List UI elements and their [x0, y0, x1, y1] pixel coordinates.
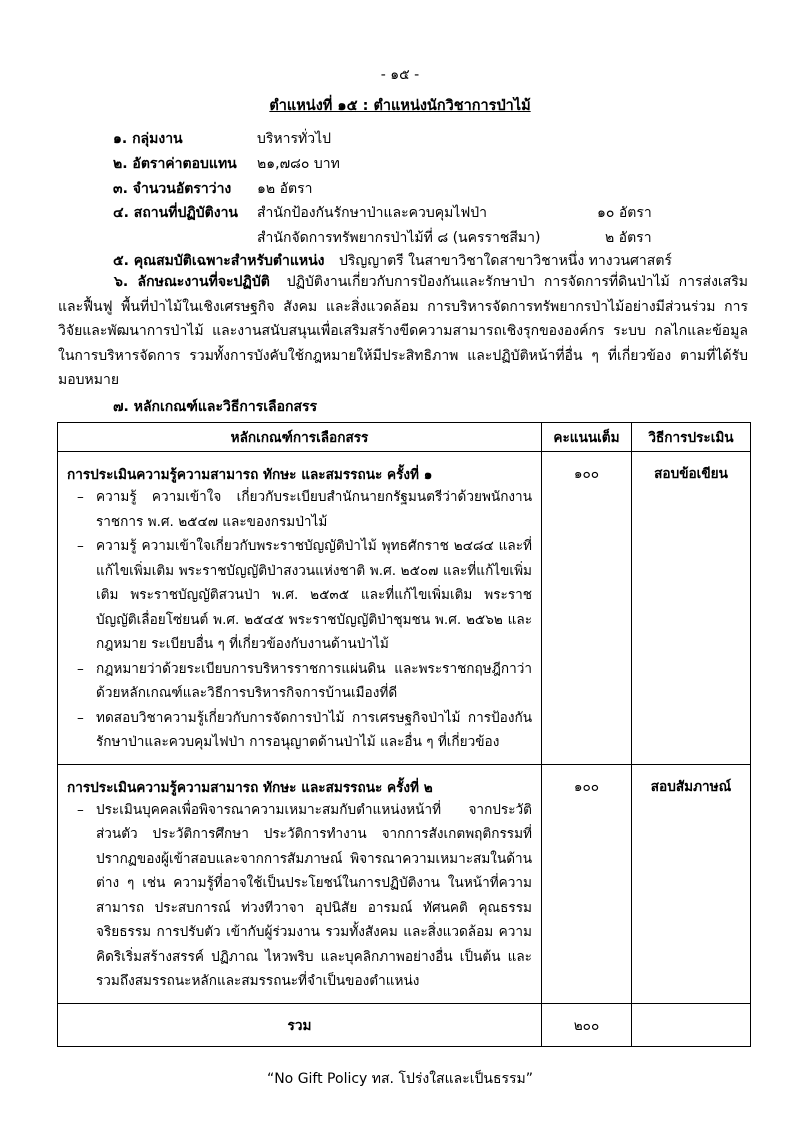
section-title: การประเมินความรู้ความสามารถ ทักษะ และสมรรถนะ ครั้งที่ ๑	[67, 467, 433, 483]
field-salary-value: ๒๑,๗๘๐ บาท	[257, 156, 340, 172]
field-duties	[58, 270, 748, 393]
field-group-value: บริหารทั่วไป	[257, 131, 332, 147]
field-qualification	[113, 250, 672, 272]
criteria-list	[59, 485, 540, 763]
criteria-cell	[58, 764, 542, 1003]
list-item: – ประเมินบุคคลเพื่อพิจารณาความเหมาะสมกับตำแหน่งหน้าที่ จากประวัติส่วนตัว ประวัติการศึกษา ประวัติการทำงาน จากการสังเกตพฤติกรรมที่ปรากฏของผู้เข้าสอบและจากการสัมภาษณ์ พิจารณาความเหมาะสมในด้านต่าง ๆ เช่น ความรู้ที่อาจใช้เป็นประโยชน์ในการปฏิบัติงาน ในหน้าที่ความสามารถ ประสบการณ์ ท่วงทีวาจา อุปนิสัย อารมณ์ ทัศนคติ คุณธรรม จริยธรรม การปรับตัว เข้ากับผู้ร่วมงาน รวมทั้งสังคม และสิ่งแวดล้อม ความคิดริเริ่มสร้างสรรค์ ปฏิภาณ ไหวพริบ และบุคลิกภาพอย่างอื่น เป็นต้น และรวมถึงสมรรถนะหลักและสมรรถนะที่จำเป็นของตำแหน่ง	[59, 798, 532, 994]
total-row	[58, 1003, 751, 1046]
field-workplace	[113, 202, 238, 224]
header-method: วิธีการประเมิน	[632, 423, 751, 452]
method-cell: สอบข้อเขียน	[632, 452, 751, 765]
list-item: – กฎหมายว่าด้วยระเบียบการบริหารราชการแผ่นดิน และพระราชกฤษฎีกาว่าด้วยหลักเกณฑ์และวิธีการบริหารกิจการบ้านเมืองที่ดี	[59, 657, 532, 706]
method-cell: สอบสัมภาษณ์	[632, 764, 751, 1003]
section-title: การประเมินความรู้ความสามารถ ทักษะ และสมรรถนะ ครั้งที่ ๒	[67, 779, 433, 796]
footer-slogan: “No Gift Policy ทส. โปร่งใสและเป็นธรรม”	[266, 1071, 534, 1087]
selection-criteria-table	[57, 422, 751, 1047]
header-score: คะแนนเต็ม	[542, 423, 632, 452]
field-qualification-value: ปริญญาตรี ในสาขาวิชาใดสาขาวิชาหนึ่ง ทางวนศาสตร์	[338, 253, 672, 269]
field-vacancy-label: ๓. จำนวนอัตราว่าง	[113, 181, 232, 197]
list-item: – ทดสอบวิชาความรู้เกี่ยวกับการจัดการป่าไม้ การเศรษฐกิจป่าไม้ การป้องกันรักษาป่าและควบคุมไฟป่า การอนุญาตด้านป่าไม้ และอื่น ๆ ที่เกี่ยวข้อง	[59, 706, 532, 755]
field-group-label: ๑. กลุ่มงาน	[113, 131, 183, 147]
field-group	[113, 128, 183, 150]
criteria-cell	[58, 452, 542, 765]
score-cell: ๑๐๐	[542, 764, 632, 1003]
field-vacancy-value: ๑๒ อัตรา	[257, 181, 313, 197]
table-row	[58, 452, 751, 765]
criteria-heading	[113, 396, 317, 418]
workplace-name-2: สำนักจัดการทรัพยากรป่าไม้ที่ ๘ (นครราชสีมา)	[257, 230, 541, 246]
field-duties-label: ๖. ลักษณะงานที่จะปฏิบัติ	[114, 274, 270, 290]
criteria-list	[59, 798, 540, 1002]
position-title-text: ตำแหน่งที่ ๑๕ : ตำแหน่งนักวิชาการป่าไม้	[269, 98, 531, 114]
total-label: รวม	[58, 1003, 542, 1046]
position-title	[0, 94, 800, 117]
field-qualification-label: ๕. คุณสมบัติเฉพาะสำหรับตำแหน่ง	[113, 253, 325, 269]
field-salary-label: ๒. อัตราค่าตอบแทน	[113, 156, 237, 172]
table-row	[58, 764, 751, 1003]
score-cell: ๑๐๐	[542, 452, 632, 765]
header-criteria: หลักเกณฑ์การเลือกสรร	[58, 423, 542, 452]
criteria-heading-text: ๗. หลักเกณฑ์และวิธีการเลือกสรร	[113, 399, 318, 415]
workplace-count-1: ๑๐ อัตรา	[597, 205, 652, 221]
field-salary	[113, 153, 237, 175]
table-header-row	[58, 423, 751, 452]
page-number: - ๑๕ -	[380, 67, 420, 83]
list-item: – ความรู้ ความเข้าใจ เกี่ยวกับระเบียบสำนักนายกรัฐมนตรีว่าด้วยพนักงานราชการ พ.ศ. ๒๕๔๗ และของกรมป่าไม้	[59, 485, 532, 534]
total-method	[632, 1003, 751, 1046]
total-score: ๒๐๐	[542, 1003, 632, 1046]
workplace-name-1: สำนักป้องกันรักษาป่าและควบคุมไฟป่า	[257, 205, 487, 221]
field-workplace-label: ๔. สถานที่ปฏิบัติงาน	[113, 205, 239, 221]
workplace-count-2: ๒ อัตรา	[605, 230, 652, 246]
field-duties-value: ปฏิบัติงานเกี่ยวกับการป้องกันและรักษาป่า การจัดการที่ดินป่าไม้ การส่งเสริมและฟื้นฟู พื้นที่ป่าไม้ในเชิงเศรษฐกิจ สังคม และสิ่งแวดล้อม การบริหารจัดการทรัพยากรป่าไม้อย่างมีส่วนร่วม การวิจัยและพัฒนาการป่าไม้ และงานสนับสนุนเพื่อเสริมสร้างขีดความสามารถเชิงรุกขององค์กร ระบบ กลไกและข้อมูลในการบริหารจัดการ รวมทั้งการบังคับใช้กฎหมายให้มีประสิทธิภาพ และปฏิบัติหน้าที่อื่น ๆ ที่เกี่ยวข้อง ตามที่ได้รับมอบหมาย	[58, 274, 748, 388]
field-vacancy	[113, 178, 231, 200]
list-item: – ความรู้ ความเข้าใจเกี่ยวกับพระราชบัญญัติป่าไม้ พุทธศักราช ๒๔๘๔ และที่แก้ไขเพิ่มเติม พระราชบัญญัติป่าสงวนแห่งชาติ พ.ศ. ๒๕๐๗ และที่แก้ไขเพิ่มเติม พระราชบัญญัติสวนป่า พ.ศ. ๒๕๓๕ และที่แก้ไขเพิ่มเติม พระราชบัญญัติเลื่อยโซ่ยนต์ พ.ศ. ๒๕๔๕ พระราชบัญญัติป่าชุมชน พ.ศ. ๒๕๖๒ และกฎหมาย ระเบียบอื่น ๆ ที่เกี่ยวข้องกับงานด้านป่าไม้	[59, 534, 532, 657]
